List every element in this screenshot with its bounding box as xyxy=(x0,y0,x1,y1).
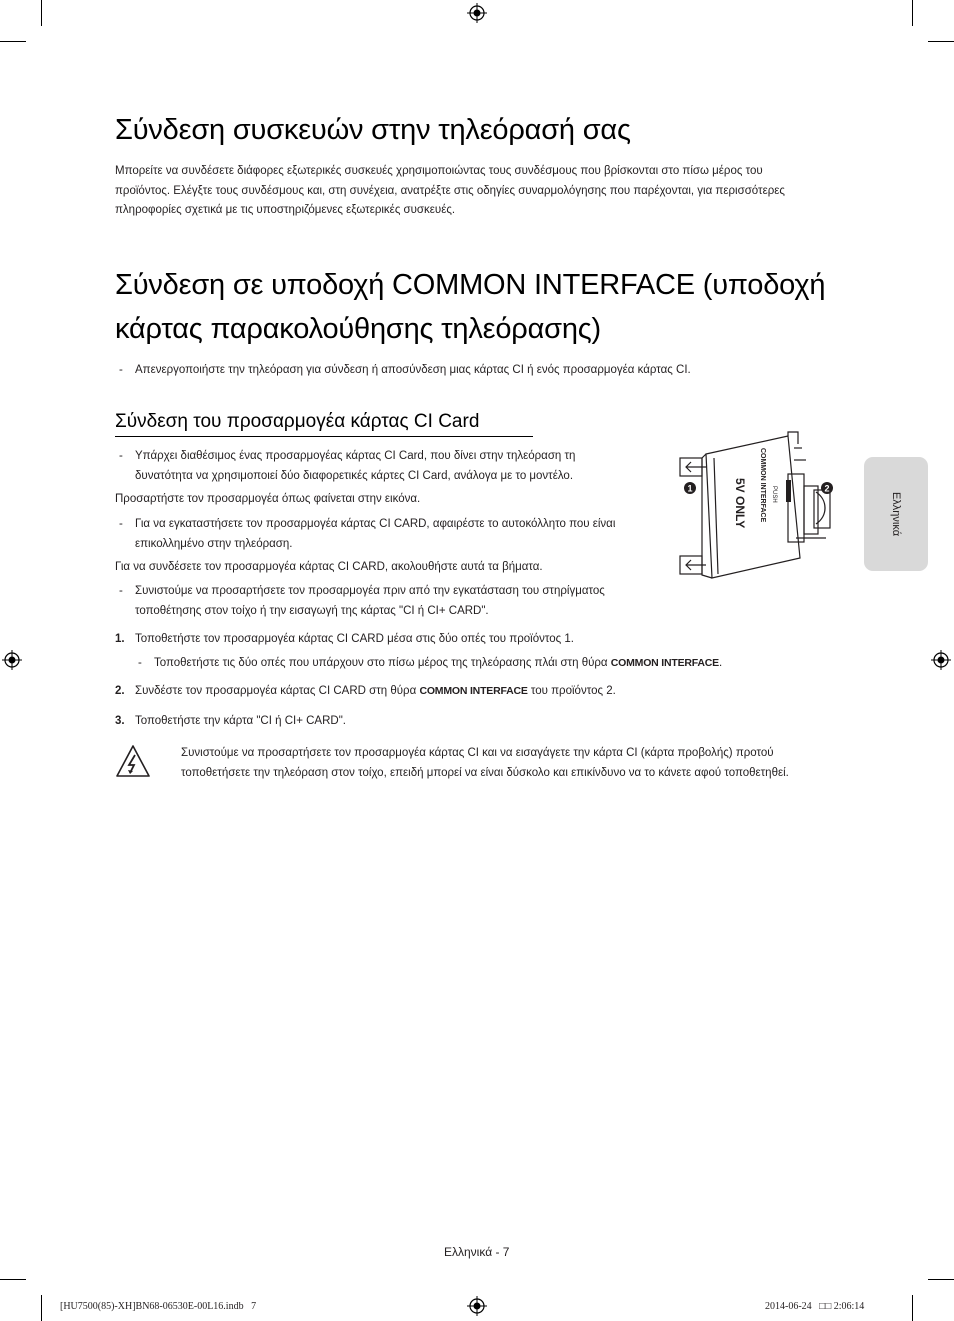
text-line: Συνιστούμε να προσαρτήσετε τον προσαρμογέα κάρτας CI και να εισαγάγετε την κάρτα CI (κάρτα προβολής) προτού xyxy=(181,747,774,759)
text-line: Τοποθετήστε τις δύο οπές που υπάρχουν στο πίσω μέρος της τηλεόρασης πλάι στη θύρα xyxy=(154,657,611,669)
crop-mark xyxy=(0,1279,26,1280)
registration-mark-icon xyxy=(467,3,487,23)
step-text: Συνδέστε τον προσαρμογέα κάρτας CI CARD στη θύρα xyxy=(135,685,420,697)
step-text: Τοποθετήστε τον προσαρμογέα κάρτας CI CARD μέσα στις δύο οπές του προϊόντος 1. xyxy=(135,633,574,645)
label-5v-only: 5V ONLY xyxy=(733,478,747,529)
text-line: - Συνιστούμε να προσαρτήσετε τον προσαρμογέα πριν από την εγκατάσταση του στηρίγματος xyxy=(135,585,605,597)
warning-text xyxy=(181,744,871,783)
registration-mark-icon xyxy=(2,650,22,670)
page-number: Ελληνικά - 7 xyxy=(444,1245,510,1259)
step-marker-label: 2 xyxy=(824,483,830,494)
section-heading-line2: κάρτας παρακολούθησης τηλεόρασης) xyxy=(115,313,602,345)
label-push: PUSH xyxy=(771,486,777,503)
crop-mark xyxy=(912,1295,913,1321)
warning-icon xyxy=(115,744,151,778)
crop-mark xyxy=(41,0,42,26)
bullet-item xyxy=(135,447,645,486)
crop-mark xyxy=(912,0,913,26)
push-tab-icon xyxy=(786,480,791,502)
crop-mark xyxy=(928,1279,954,1280)
text-line: - Για να εγκαταστήσετε τον προσαρμογέα κάρτας CI CARD, αφαιρέστε το αυτοκόλλητο που είναι xyxy=(135,518,616,530)
text-line: επικολλημένο στην τηλεόραση. xyxy=(135,537,293,550)
command-label: COMMON INTERFACE xyxy=(610,657,719,669)
step-item xyxy=(115,682,616,702)
crop-mark xyxy=(0,41,26,42)
step-sub-bullet xyxy=(154,654,722,674)
text-line: πληροφορίες σχετικά με τις υποστηριζόμενες εξωτερικές συσκευές. xyxy=(115,204,456,216)
ci-adapter-illustration xyxy=(676,430,850,582)
page-title: Σύνδεση συσκευών στην τηλεόρασή σας xyxy=(115,114,631,146)
paragraph: Για να συνδέσετε τον προσαρμογέα κάρτας CI CARD, ακολουθήστε αυτά τα βήματα. xyxy=(115,561,543,573)
paragraph: Προσαρτήστε τον προσαρμογέα όπως φαίνεται στην εικόνα. xyxy=(115,493,421,505)
intro-paragraph xyxy=(115,162,835,221)
language-side-tab xyxy=(864,457,928,571)
footer-right: 2014-06-24 □□ 2:06:14 xyxy=(765,1301,865,1312)
command-label: COMMON INTERFACE xyxy=(419,685,528,697)
registration-mark-icon xyxy=(931,650,951,670)
step-marker-label: 1 xyxy=(687,483,693,494)
text-line: δυνατότητα να χρησιμοποιεί δύο διαφορετικές κάρτες CI Card, ανάλογα με το μοντέλο. xyxy=(135,469,574,482)
crop-mark xyxy=(41,1295,42,1321)
text-line: Απενεργοποιήστε την τηλεόραση για σύνδεση ή αποσύνδεση μιας κάρτας CI ή ενός προσαρμογέα κάρτας CI. xyxy=(135,364,691,376)
bullet-item xyxy=(135,582,655,621)
text-line: τοποθετήσετε την τηλεόραση στον τοίχο, επειδή μπορεί να είναι δύσκολο και επικίνδυνο να το κάνετε αφού τοποθετηθεί. xyxy=(181,766,789,779)
step-item xyxy=(115,630,574,650)
ci-note xyxy=(135,361,691,381)
bullet-item xyxy=(135,515,655,554)
footer-left: [HU7500(85)-XH]BN68-06530E-00L16.indb 7 xyxy=(60,1301,257,1312)
rotation-arrow-icon xyxy=(816,492,825,524)
text-line: προϊόντος. Ελέγξτε τους συνδέσμους και, στη συνέχεια, ανατρέξτε στις οδηγίες συναρμολόγησης που παρέχονται, για περισσότερες xyxy=(115,184,785,197)
side-tab-label: Ελληνικά xyxy=(890,491,902,537)
step-number: 1. xyxy=(115,633,125,645)
text-line: - Υπάρχει διαθέσιμος ένας προσαρμογέας κάρτας CI Card, που δίνει στην τηλεόραση τη xyxy=(135,450,576,462)
subheading-underline xyxy=(115,436,533,437)
text-line: τοποθέτησης στον τοίχο ή την εισαγωγή της κάρτας "CI ή CI+ CARD". xyxy=(135,604,489,617)
text-line: Μπορείτε να συνδέσετε διάφορες εξωτερικές συσκευές χρησιμοποιώντας τους συνδέσμους που βρίσκονται στο πίσω μέρος του xyxy=(115,165,763,177)
text-line: . xyxy=(718,657,723,669)
step-number: 2. xyxy=(115,685,125,697)
subheading: Σύνδεση του προσαρμογέα κάρτας CI Card xyxy=(115,411,480,432)
step-item xyxy=(115,712,346,732)
step-text: Τοποθετήστε την κάρτα "CI ή CI+ CARD". xyxy=(135,715,346,727)
step-number: 3. xyxy=(115,715,125,727)
section-heading-line1: Σύνδεση σε υποδοχή COMMON INTERFACE (υποδοχή xyxy=(115,269,826,301)
registration-mark-icon xyxy=(467,1296,487,1316)
step-text: του προϊόντος 2. xyxy=(527,685,616,697)
crop-mark xyxy=(928,41,954,42)
label-common-interface: COMMON INTERFACE xyxy=(759,448,766,523)
